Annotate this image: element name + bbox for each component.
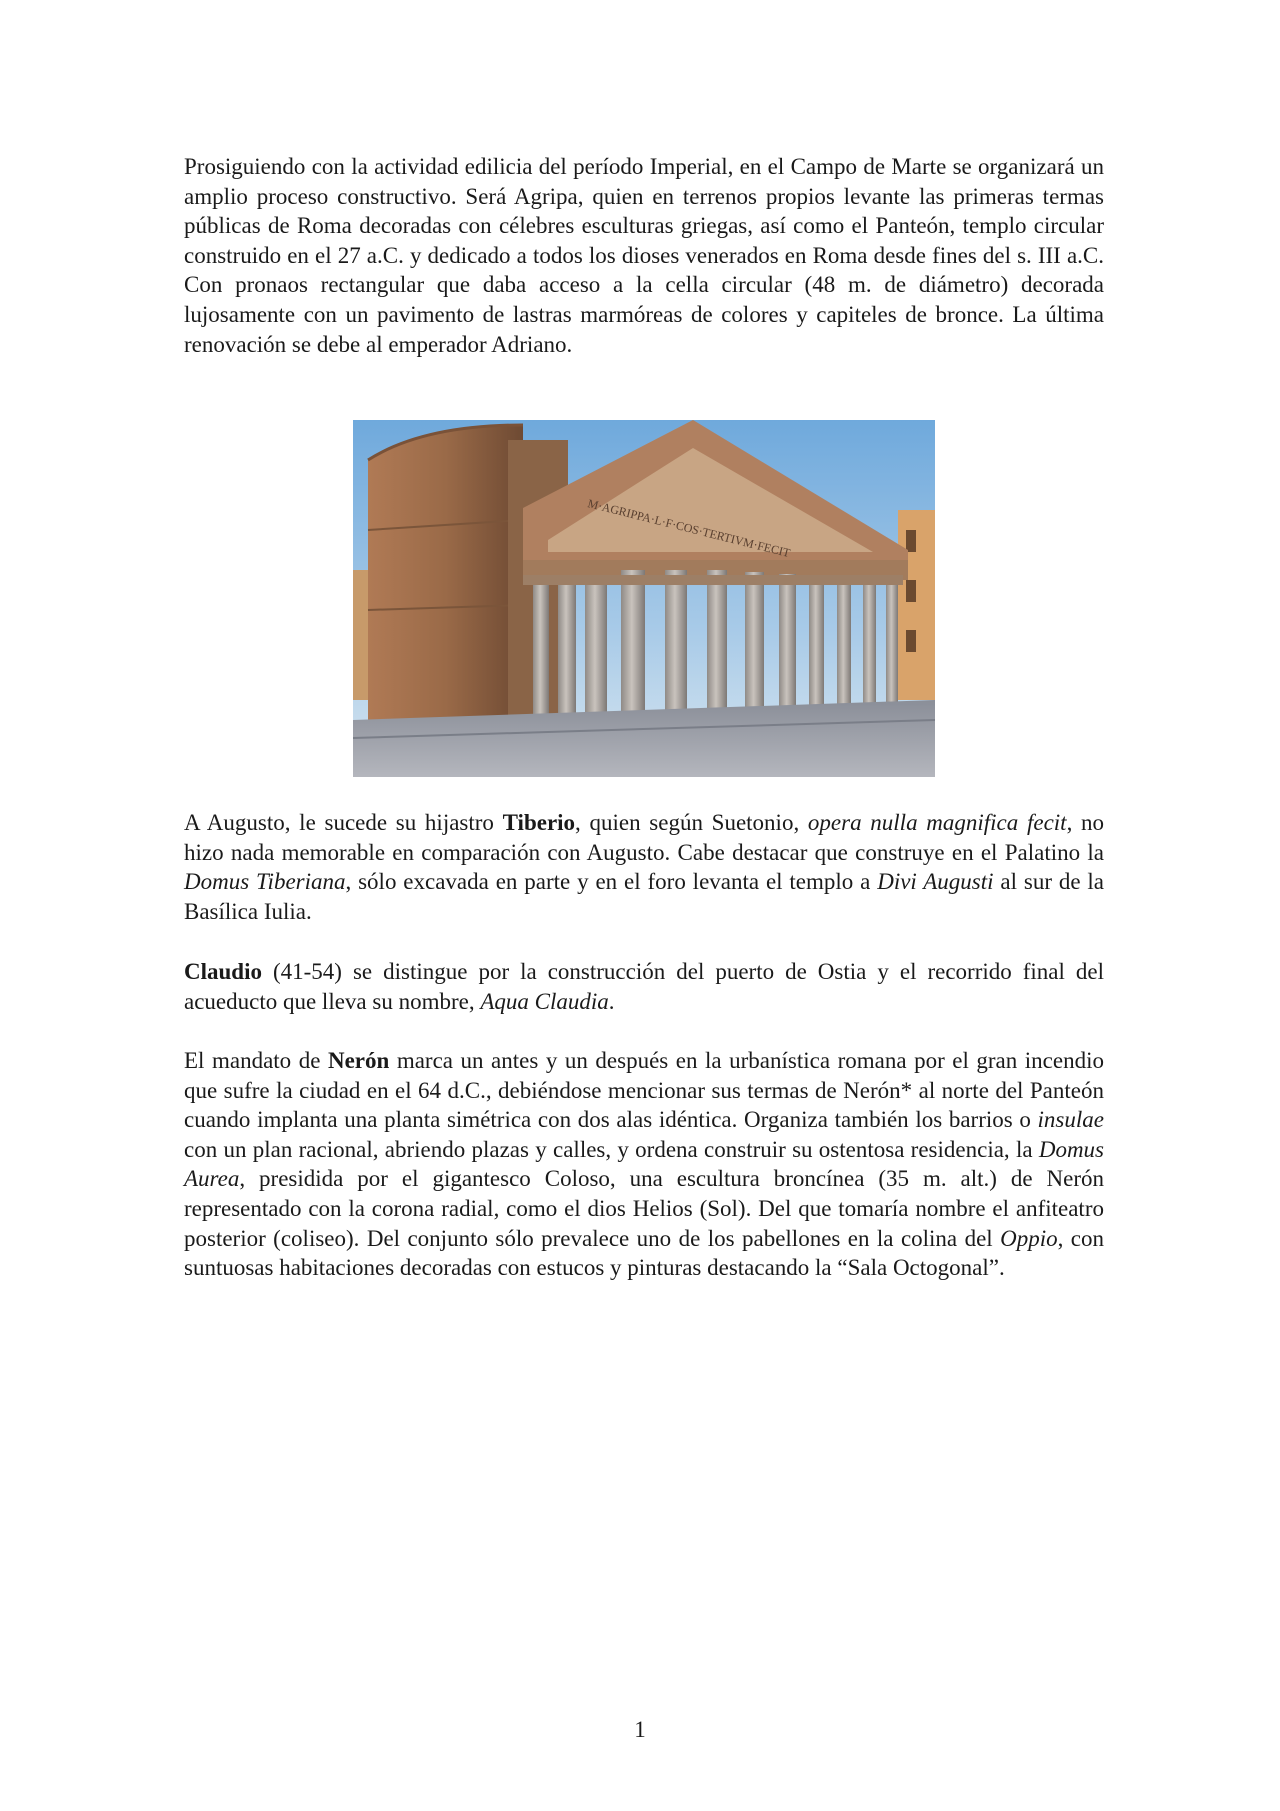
text-run: marca un antes y un después en la urbanística romana por el gran incendio que sufre la ciudad en el 64 d.C., debiéndose mencionar sus termas de Nerón* al norte del Panteón cuando implanta una planta simétrica con dos alas idéntica. Organiza también los barrios o bbox=[184, 1048, 1104, 1133]
pantheon-photo bbox=[353, 420, 935, 777]
paragraph-pantheon: Prosiguiendo con la actividad edilicia del período Imperial, en el Campo de Marte se organizará un amplio proceso constructivo. Será Agripa, quien en terrenos propios levante las primeras termas públicas de Roma decoradas con célebres esculturas griegas, así como el Panteón, templo circular construido en el 27 a.C. y dedicado a todos los dioses venerados en Roma desde fines del s. III a.C. Con pronaos rectangular que daba acceso a la cella circular (48 m. de diámetro) decorada lujosamente con un pavimento de lastras marmóreas de colores y capiteles de bronce. La última renovación se debe al emperador Adriano. bbox=[184, 154, 1104, 357]
text-run: . bbox=[608, 988, 615, 1014]
paragraph-tiberio bbox=[184, 808, 1104, 926]
pantheon-inscription: M·AGRIPPA·L·F·COS·TERTIVM·FECIT bbox=[586, 496, 792, 561]
latin-quote: opera nulla magnifica fecit bbox=[807, 810, 1067, 835]
text-run: , no hizo nada memorable en comparación con Augusto. Cabe destacar que construye en el Palatino la bbox=[184, 810, 1105, 865]
italic-term: Domus Aurea bbox=[184, 1136, 1104, 1192]
text-run: con un plan racional, abriendo plazas y calles, y ordena construir su ostentosa residencia, la bbox=[184, 1136, 1039, 1162]
text-run: al sur de la Basílica Iulia. bbox=[184, 869, 1105, 924]
text-run: , presidida por el gigantesco Coloso, una escultura broncínea (35 m. alt.) de Nerón representado con la corona radial, como el dios Helios (Sol). Del que tomaría nombre el anfiteatro posterior (coliseo). Del conjunto sólo prevalece uno de los pabellones en la colina del bbox=[184, 1166, 1104, 1251]
text-run: , quien según Suetonio, bbox=[575, 810, 808, 835]
page-number: 1 bbox=[634, 1717, 646, 1742]
text-run: A Augusto, le sucede su hijastro bbox=[184, 810, 503, 835]
italic-term: insulae bbox=[1037, 1107, 1104, 1133]
text-run: , sólo excavada en parte y en el foro levanta el templo a bbox=[345, 869, 878, 895]
text-run: El mandato de bbox=[184, 1048, 328, 1073]
italic-term: Aqua Claudia bbox=[480, 988, 609, 1014]
text-run: (41-54) se distingue por la construcción del puerto de Ostia y el recorrido final del acueducto que lleva su nombre, bbox=[184, 959, 1104, 1014]
text-run: , con suntuosas habitaciones decoradas con estucos y pinturas destacando la “Sala Octogonal”. bbox=[184, 1225, 1104, 1281]
paragraph-claudio bbox=[184, 957, 1104, 1016]
bold-name-neron: Nerón bbox=[327, 1048, 390, 1073]
italic-term: Domus Tiberiana bbox=[184, 869, 346, 895]
bold-name-claudio: Claudio bbox=[184, 959, 262, 984]
italic-term: Oppio bbox=[1000, 1225, 1058, 1251]
paragraph-neron bbox=[184, 1046, 1104, 1283]
italic-term: Divi Augusti bbox=[877, 869, 994, 895]
bold-name-tiberio: Tiberio bbox=[502, 810, 576, 835]
